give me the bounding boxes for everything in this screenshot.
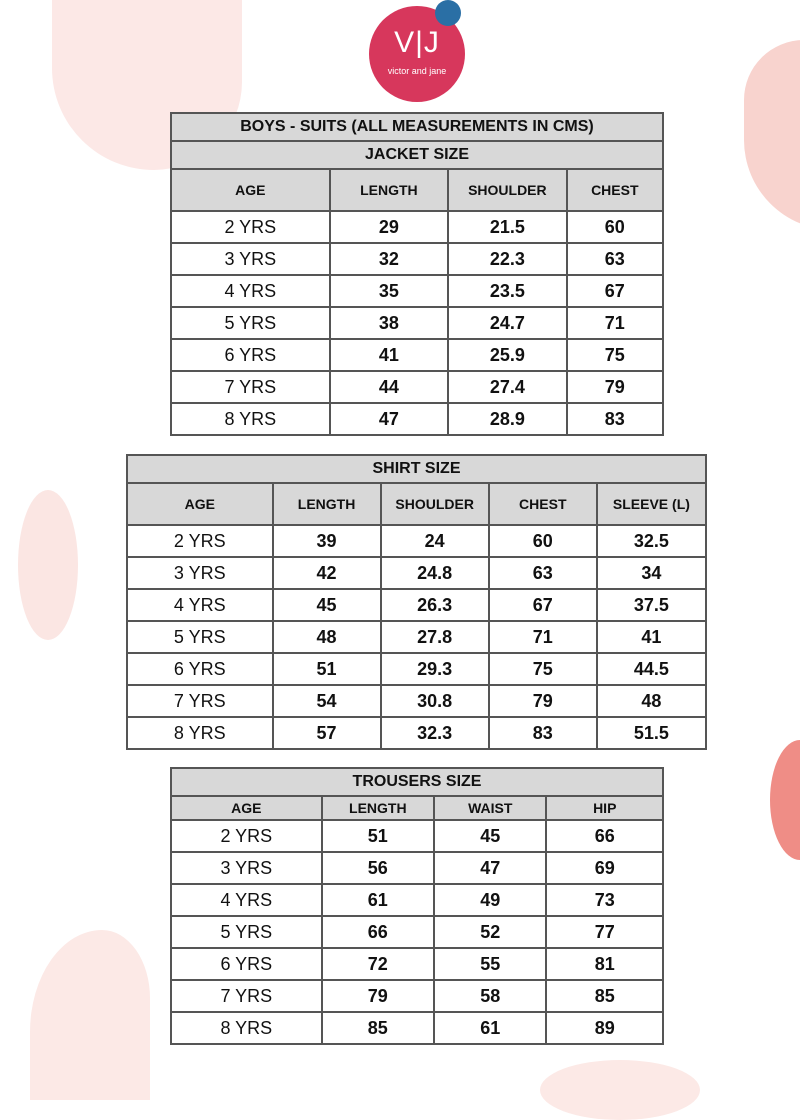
jacket-heading: JACKET SIZE <box>172 142 662 168</box>
measurement-cell: 29.3 <box>382 654 488 684</box>
measurement-cell: 67 <box>568 276 662 306</box>
column-header: LENGTH <box>323 797 433 819</box>
decorative-blob <box>770 740 800 860</box>
measurement-cell: 24 <box>382 526 488 556</box>
table-row <box>172 853 662 883</box>
age-cell: 5 YRS <box>172 917 321 947</box>
age-cell: 8 YRS <box>128 718 272 748</box>
measurement-cell: 41 <box>598 622 705 652</box>
measurement-cell: 44.5 <box>598 654 705 684</box>
age-cell: 7 YRS <box>128 686 272 716</box>
brand-mark: V|J <box>394 26 440 59</box>
age-cell: 5 YRS <box>128 622 272 652</box>
column-header: LENGTH <box>331 170 447 210</box>
table-row <box>172 821 662 851</box>
jacket-size-table <box>170 112 664 436</box>
measurement-cell: 49 <box>435 885 545 915</box>
measurement-cell: 47 <box>331 404 447 434</box>
measurement-cell: 25.9 <box>449 340 565 370</box>
measurement-cell: 28.9 <box>449 404 565 434</box>
measurement-cell: 60 <box>568 212 662 242</box>
measurement-cell: 34 <box>598 558 705 588</box>
measurement-cell: 79 <box>323 981 433 1011</box>
column-header-row <box>172 170 662 210</box>
decorative-blob <box>18 490 78 640</box>
age-cell: 2 YRS <box>128 526 272 556</box>
measurement-cell: 22.3 <box>449 244 565 274</box>
column-header: AGE <box>172 797 321 819</box>
measurement-cell: 61 <box>323 885 433 915</box>
table-row <box>128 622 705 652</box>
age-cell: 6 YRS <box>172 340 329 370</box>
measurement-cell: 56 <box>323 853 433 883</box>
measurement-cell: 41 <box>331 340 447 370</box>
measurement-cell: 21.5 <box>449 212 565 242</box>
trousers-heading: TROUSERS SIZE <box>172 769 662 795</box>
measurement-cell: 27.4 <box>449 372 565 402</box>
measurement-cell: 35 <box>331 276 447 306</box>
measurement-cell: 57 <box>274 718 380 748</box>
measurement-cell: 47 <box>435 853 545 883</box>
measurement-cell: 61 <box>435 1013 545 1043</box>
table-row <box>172 917 662 947</box>
measurement-cell: 89 <box>547 1013 662 1043</box>
measurement-cell: 66 <box>323 917 433 947</box>
column-header: SHOULDER <box>449 170 565 210</box>
measurement-cell: 48 <box>598 686 705 716</box>
table-row <box>172 1013 662 1043</box>
measurement-cell: 51 <box>323 821 433 851</box>
trousers-size-table <box>170 767 664 1045</box>
measurement-cell: 54 <box>274 686 380 716</box>
table-row <box>172 949 662 979</box>
measurement-cell: 37.5 <box>598 590 705 620</box>
measurement-cell: 30.8 <box>382 686 488 716</box>
age-cell: 6 YRS <box>128 654 272 684</box>
measurement-cell: 26.3 <box>382 590 488 620</box>
column-header: WAIST <box>435 797 545 819</box>
measurement-cell: 66 <box>547 821 662 851</box>
measurement-cell: 79 <box>490 686 596 716</box>
column-header: CHEST <box>490 484 596 524</box>
column-header: SHOULDER <box>382 484 488 524</box>
measurement-cell: 48 <box>274 622 380 652</box>
measurement-cell: 83 <box>490 718 596 748</box>
age-cell: 5 YRS <box>172 308 329 338</box>
measurement-cell: 85 <box>323 1013 433 1043</box>
measurement-cell: 75 <box>568 340 662 370</box>
measurement-cell: 24.8 <box>382 558 488 588</box>
measurement-cell: 32.5 <box>598 526 705 556</box>
age-cell: 3 YRS <box>172 853 321 883</box>
measurement-cell: 72 <box>323 949 433 979</box>
measurement-cell: 51.5 <box>598 718 705 748</box>
brand-dot-icon <box>435 0 461 26</box>
shirt-size-table <box>126 454 707 750</box>
age-cell: 2 YRS <box>172 212 329 242</box>
table-row <box>128 526 705 556</box>
table-title: BOYS - SUITS (ALL MEASUREMENTS IN CMS) <box>172 114 662 140</box>
column-header: HIP <box>547 797 662 819</box>
table-row <box>128 590 705 620</box>
measurement-cell: 55 <box>435 949 545 979</box>
column-header: LENGTH <box>274 484 380 524</box>
table-row <box>172 404 662 434</box>
table-row <box>128 654 705 684</box>
age-cell: 6 YRS <box>172 949 321 979</box>
age-cell: 4 YRS <box>128 590 272 620</box>
age-cell: 4 YRS <box>172 885 321 915</box>
measurement-cell: 51 <box>274 654 380 684</box>
age-cell: 7 YRS <box>172 372 329 402</box>
measurement-cell: 85 <box>547 981 662 1011</box>
measurement-cell: 42 <box>274 558 380 588</box>
measurement-cell: 71 <box>568 308 662 338</box>
measurement-cell: 27.8 <box>382 622 488 652</box>
measurement-cell: 67 <box>490 590 596 620</box>
table-row <box>172 981 662 1011</box>
column-header-row <box>128 484 705 524</box>
column-header-row <box>172 797 662 819</box>
table-row <box>172 276 662 306</box>
measurement-cell: 75 <box>490 654 596 684</box>
brand-name: victor and jane <box>387 66 447 76</box>
age-cell: 3 YRS <box>172 244 329 274</box>
column-header: AGE <box>172 170 329 210</box>
measurement-cell: 77 <box>547 917 662 947</box>
table-row <box>172 885 662 915</box>
measurement-cell: 32 <box>331 244 447 274</box>
age-cell: 2 YRS <box>172 821 321 851</box>
measurement-cell: 58 <box>435 981 545 1011</box>
measurement-cell: 79 <box>568 372 662 402</box>
measurement-cell: 73 <box>547 885 662 915</box>
measurement-cell: 32.3 <box>382 718 488 748</box>
table-row <box>172 372 662 402</box>
column-header: AGE <box>128 484 272 524</box>
table-row <box>172 308 662 338</box>
age-cell: 3 YRS <box>128 558 272 588</box>
table-row <box>128 558 705 588</box>
measurement-cell: 81 <box>547 949 662 979</box>
age-cell: 7 YRS <box>172 981 321 1011</box>
measurement-cell: 45 <box>435 821 545 851</box>
measurement-cell: 83 <box>568 404 662 434</box>
table-row <box>172 340 662 370</box>
age-cell: 8 YRS <box>172 404 329 434</box>
decorative-blob <box>30 930 150 1100</box>
table-row <box>128 686 705 716</box>
measurement-cell: 23.5 <box>449 276 565 306</box>
measurement-cell: 63 <box>490 558 596 588</box>
measurement-cell: 38 <box>331 308 447 338</box>
table-row <box>172 244 662 274</box>
measurement-cell: 29 <box>331 212 447 242</box>
measurement-cell: 45 <box>274 590 380 620</box>
measurement-cell: 69 <box>547 853 662 883</box>
age-cell: 4 YRS <box>172 276 329 306</box>
measurement-cell: 24.7 <box>449 308 565 338</box>
measurement-cell: 44 <box>331 372 447 402</box>
measurement-cell: 60 <box>490 526 596 556</box>
measurement-cell: 39 <box>274 526 380 556</box>
decorative-blob <box>540 1060 700 1120</box>
column-header: CHEST <box>568 170 662 210</box>
measurement-cell: 52 <box>435 917 545 947</box>
table-row <box>172 212 662 242</box>
shirt-heading: SHIRT SIZE <box>128 456 705 482</box>
table-row <box>128 718 705 748</box>
age-cell: 8 YRS <box>172 1013 321 1043</box>
column-header: SLEEVE (L) <box>598 484 705 524</box>
measurement-cell: 63 <box>568 244 662 274</box>
measurement-cell: 71 <box>490 622 596 652</box>
decorative-blob <box>744 40 800 230</box>
